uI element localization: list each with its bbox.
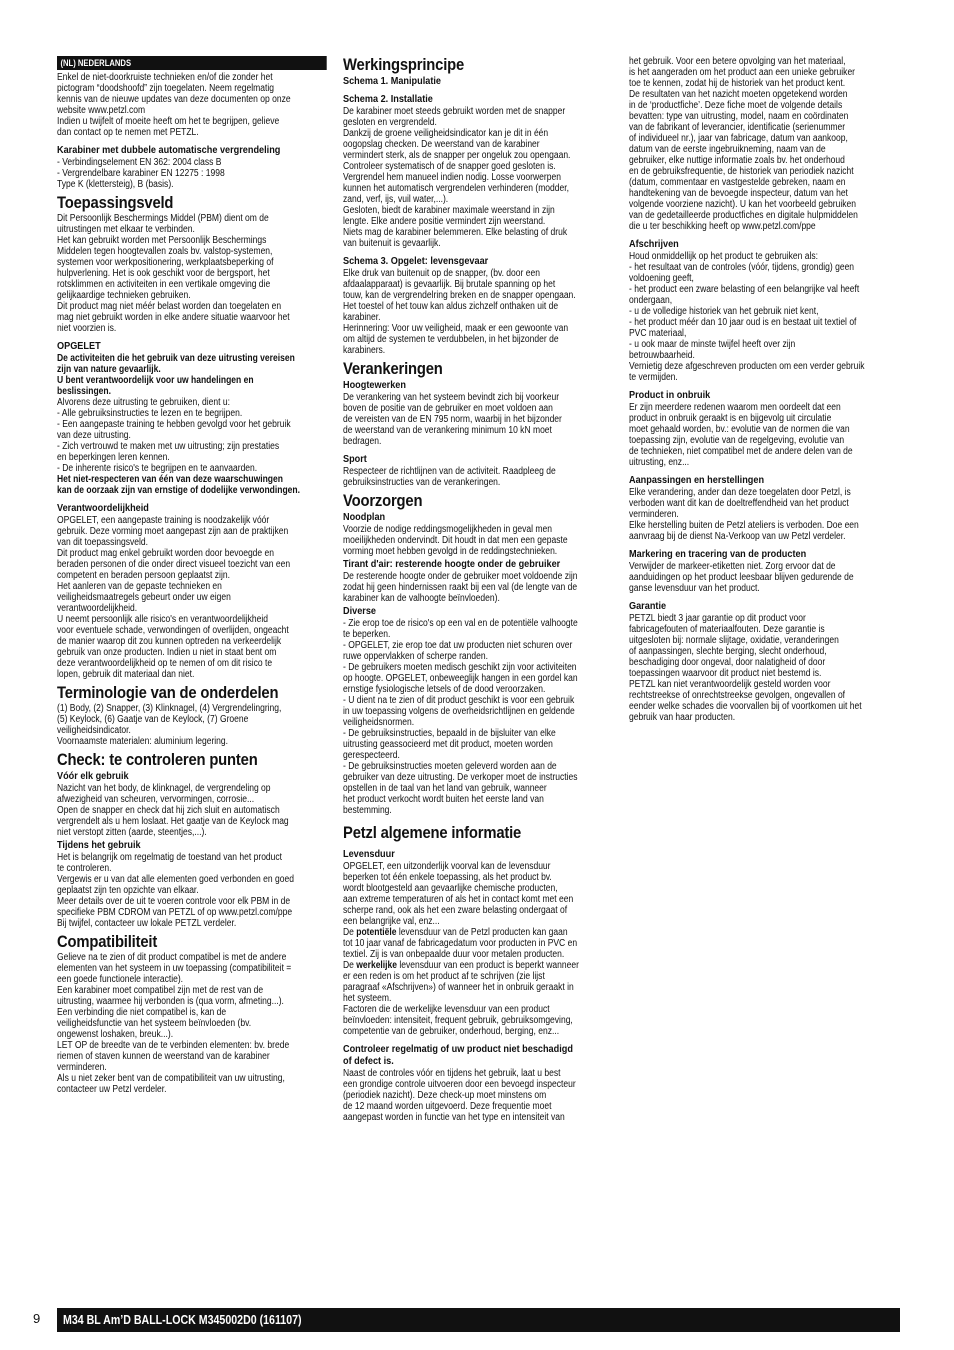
column-2: [343, 56, 611, 1123]
controleer-heading: Controleer regelmatig of uw product niet beschadigd of defect is.: [343, 1043, 573, 1067]
tijdens-gebruik-text: Het is belangrijk om regelmatig de toestand van het product te controleren. Vergewis er u van dat alle elementen goed verbonden en goed geplaatst zijn ten opzichte van elkaar. Meer details over de uit te voeren controle voor elk PBM in de specifieke PBM CDROM van PETZL of op www.petzl.com/ppe Bij twijfel, contacteer uw lokale PETZL verdeler.: [57, 852, 294, 929]
levensduur-text-3: levensduur van een product is beperkt wanneer er een reden is om het product af te schrijven (zie lijst paragraaf «Afschrijven») of wanneer het in onbruik geraakt in het systeem. Factoren die de werkelijke levensduur van een product beïnvloeden: intensiteit, frequent gebruik, gebruiksomgeving, competentie van de gebruiker, onderhoud, berging, enz...: [343, 960, 579, 1037]
column-1: [57, 56, 327, 1095]
check-title: Check: te controleren punten: [57, 750, 258, 769]
footer-bar: [57, 1308, 900, 1332]
terminologie-title: Terminologie van de onderdelen: [57, 683, 279, 702]
voor-gebruik-heading: Vóór elk gebruik: [57, 770, 129, 782]
verantwoordelijkheid-heading: Verantwoordelijkheid: [57, 502, 149, 514]
noodplan-text: Voorzie de nodige reddingsmogelijkheden in geval men moeilijkheden ondervindt. Dit houdt in dat men een gepaste vorming moet hebben gevolgd in de reddingstechnieken.: [343, 524, 568, 557]
schema2-text: De karabiner moet steeds gebruikt worden met de snapper gesloten en vergrendeld. Dankzij de groene veiligheidsindicator kan je dit in één oogopslag checken. De weerstand van de karabiner vermindert sterk, als de snapper per ongeluk zou opengaan. Controleer systematisch of de snapper goed gesloten is. Vergrendel hem manueel indien nodig. Losse voorwerpen kunnen het automatisch vergrendelen verhinderen (modder, zand, verf, ijs, vuil water,...). Gesloten, biedt de karabiner maximale weerstand in zijn lengte. Elke andere positie vermindert zijn weerstand. Niets mag de karabiner belemmeren. Elke belasting of druk van buitenuit is gevaarlijk.: [343, 106, 571, 249]
onbruik-text: Er zijn meerdere redenen waarom men oordeelt dat een product in onbruik geraakt is en bijgevolg uit circulatie moet gehaald worden, bv.: evolutie van de normen die van toepassing zijn, evolutie van de regelgeving, evolutie van de technieken, niet compatibel met de andere delen van de uitrusting, enz...: [629, 402, 853, 468]
tirant-heading: Tirant d'air: resterende hoogte onder de gebruiker: [343, 558, 561, 570]
levensduur-werkelijke: werkelijke: [356, 960, 398, 971]
levensduur-paragraph-2: [343, 927, 611, 960]
verantwoordelijkheid-text: OPGELET, een aangepaste training is noodzakelijk vóór gebruik. Deze vorming moet aangepast zijn aan de praktijken van dit toepassingsveld. Dit product mag enkel gebruikt worden door bevoegde en beraden personen of die onder direct visueel toezicht van een competent en beraden persoon geplaatst zijn. Het aanleren van de gepaste technieken en veiligheidsmaatregels gebeurt onder uw eigen verantwoordelijkheid. U neemt persoonlijk alle risico's en verantwoordelijkheid voor eventuele schade, verwondingen of overlijden, ongeacht de manier waarop dit zou kunnen optreden na verkeerdelijk gebruik van onze producten. Indien u niet in staat bent om deze verantwoordelijkheid op te nemen of om dit risico te lopen, gebruik dit materiaal dan niet.: [57, 515, 291, 680]
language-header: (NL) NEDERLANDS: [57, 56, 327, 70]
levensduur-paragraph-3: [343, 960, 611, 1037]
petzl-info-title: Petzl algemene informatie: [343, 823, 522, 842]
diverse-heading: Diverse: [343, 605, 377, 617]
diverse-text: - Zie erop toe de risico's op een val en de potentiële valhoogte te beperken. - OPGELET, zie erop toe dat uw producten niet schuren over ruwe oppervlakken of scherpe randen. - De gebruikers moeten medisch geschikt zijn voor activiteiten op hoogte. OPGELET, onbeweeglijk hangen in een gordel kan ernstige fysiologische letsels of de dood veroorzaken. - U dient na te zien of dit product geschikt is voor een gebruik in uw toepassing volgens de overheidsrichtlijnen en geldende veiligheidsnormen. - De gebruiksinstructies, bepaald in de bijsluiter van elke uitrusting geassocieerd met dit product, moeten worden gerespecteerd. - De gebruiksinstructies moeten geleverd worden aan de gebruiker van deze uitrusting. De verkoper moet de instructies opstellen in de taal van het land van gebruik, wanneer het product verkocht wordt buiten het eerste land van bestemming.: [343, 618, 578, 816]
werkingsprincipe-title: Werkingsprincipe: [343, 55, 465, 74]
onbruik-heading: Product in onbruik: [629, 389, 711, 401]
garantie-text: PETZL biedt 3 jaar garantie op dit product voor fabricagefouten of materiaalfouten. Deze garantie is uitgesloten bij: normale slijtage, oxidatie, veranderingen of aanpassingen, slechte berging, slecht onderhoud, beschadiging door ongeval, door nalatigheid of door toepassingen waarvoor dit product niet bestemd is. PETZL kan niet verantwoordelijk gesteld worden voor rechtstreekse of onrechtstreekse gevolgen, ongevallen of eender welke schades die voorvallen bij of voortkomen uit het gebruik van haar producten.: [629, 613, 862, 723]
levensduur-potentiele: potentiële: [356, 927, 397, 938]
opgelet-warning: De activiteiten die het gebruik van deze uitrusting vereisen zijn van nature gevaarlijk. U bent verantwoordelijk voor uw handelingen en beslissingen.: [57, 353, 295, 397]
compatibiliteit-text: Gelieve na te zien of dit product compatibel is met de andere elementen van het systeem in uw toepassing (compatibiliteit = een goede functionele interactie). Een karabiner moet compatibel zijn met de rest van de uitrusting, waarmee hij verbonden is (qua vorm, afmeting...). Een verbinding die niet compatibel is, kan de veiligheidsfunctie van het systeem beïnvloeden (bv. ongewenst loshaken, breuk...). LET OP de breedte van de te verbinden elementen: bv. brede riemen of staven kunnen de weerstand van de karabiner verminderen. Als u niet zeker bent van de compatibiliteit van uw uitrusting, contacteer uw Petzl verdeler.: [57, 952, 292, 1095]
levensduur-prefix: De: [343, 927, 357, 938]
afschrijven-text: Houd onmiddellijk op het product te gebruiken als: - het resultaat van de controles (vóór, tijdens, grondig) geen voldoening geeft, - het product een zware belasting of een belangrijke val heeft ondergaan, - u de volledige historiek van het gebruik niet kent, - het product méér dan 10 jaar oud is en bestaat uit textiel of PVC materiaal, - u ook maar de minste twijfel heeft over zijn betrouwbaarheid. Vernietig deze afgeschreven producten om een verder gebruik te vermijden.: [629, 251, 865, 383]
controleer-text: Naast de controles vóór en tijdens het gebruik, laat u best een grondige controle uitvoeren door een bevoegd inspecteur (periodiek nazicht). Deze check-up moet minstens om de 12 maand worden uitgevoerd. Deze frequentie moet aangepast worden in functie van het type en intensiteit van: [343, 1068, 576, 1123]
schema2-heading: Schema 2. Installatie: [343, 93, 433, 105]
schema3-heading: Schema 3. Opgelet: levensgevaar: [343, 255, 489, 267]
aanpassingen-heading: Aanpassingen en herstellingen: [629, 474, 765, 486]
garantie-heading: Garantie: [629, 600, 667, 612]
column-3: [629, 56, 899, 723]
opgelet-warning-2: Het niet-respecteren van één van deze waarschuwingen kan de oorzaak zijn van ernstige of dodelijke verwondingen.: [57, 474, 300, 496]
tirant-text: De resterende hoogte onder de gebruiker moet voldoende zijn zodat hij geen hindernissen raakt bij een val (de lengte van de karabiner kan de valhoogte beïnvloeden).: [343, 571, 578, 604]
sport-heading: Sport: [343, 453, 367, 465]
voor-gebruik-text: Nazicht van het body, de klinknagel, de vergrendeling op afwezigheid van scheuren, vervormingen, corrosie... Open de snapper en check dat hij zich sluit en automatisch vergrendelt als u hem loslaat. Het gaatje van de Keylock mag niet verstopt zitten (aarde, steentjes,...).: [57, 783, 289, 838]
aanpassingen-text: Elke verandering, ander dan deze toegelaten door Petzl, is verboden want dit kan de doeltreffendheid van het product verminderen. Elke herstelling buiten de Petzl ateliers is verboden. Doe een aanvraag bij de dienst Na-Verkoop van uw Petzl verdeler.: [629, 487, 859, 542]
karabiner-text: - Verbindingselement EN 362: 2004 class B - Vergrendelbare karabiner EN 12275 : 1998 Type K (klettersteig), B (basis).: [57, 157, 225, 190]
voorzorgen-title: Voorzorgen: [343, 491, 423, 510]
schema1-heading: Schema 1. Manipulatie: [343, 75, 441, 87]
sport-text: Respecteer de richtlijnen van de activiteit. Raadpleeg de gebruiksinstructies van de verankeringen.: [343, 466, 556, 488]
markering-text: Verwijder de markeer-etiketten niet. Zorg ervoor dat de aanduidingen op het product leesbaar blijven gedurende de ganse levensduur van het product.: [629, 561, 854, 594]
markering-heading: Markering en tracering van de producten: [629, 548, 807, 560]
opgelet-text: Alvorens deze uitrusting te gebruiken, dient u: - Alle gebruiksinstructies te lezen en te begrijpen. - Een aangepaste training te hebben gevolgd voor het gebruik van deze uitrusting. - Zich vertrouwd te maken met uw uitrusting; zijn prestaties en beperkingen leren kennen. - De inherente risico's te begrijpen en te aanvaarden.: [57, 397, 291, 474]
tijdens-gebruik-heading: Tijdens het gebruik: [57, 839, 141, 851]
hoogtewerken-text: De verankering van het systeem bevindt zich bij voorkeur boven de positie van de gebruiker en moet voldoen aan de vereisten van de EN 795 norm, waarbij in het bijzonder de weerstand van de verankering minimum 10 kN moet bedragen.: [343, 392, 562, 447]
levensduur-text-1: OPGELET, een uitzonderlijk voorval kan de levensduur beperken tot één enkele toepassing, als het product bv. wordt blootgesteld aan gevaarlijke chemische producten, aan extreme temperaturen of als het in contact komt met een scherpe rand, ook als het een zware belasting ondergaat of een belangrijke val, enz...: [343, 861, 574, 927]
levensduur-prefix-2: De: [343, 960, 357, 971]
noodplan-heading: Noodplan: [343, 511, 386, 523]
document-reference: M34 BL Am’D BALL-LOCK M345002D0 (161107): [63, 1313, 302, 1327]
controle-continued-text: het gebruik. Voor een betere opvolging van het materiaal, is het aangeraden om het product aan een unieke gebruiker toe te kennen, zodat hij de historiek van het product kent. De resultaten van het nazicht moeten opgetekend worden in de ‘productfiche’. Deze fiche moet de volgende details bevatten: type van uitrusting, model, naam en coördinaten van de fabrikant of leverancier, identificatie (serienummer of individueel nr.), jaar van fabricage, datum van aankoop, datum van de eerste ingebruikneming, naam van de gebruiker, elke nuttige informatie zoals bv. het onderhoud en de gebruiksfrequentie, de historiek van periodiek nazicht (datum, commentaar en vastgestelde gebreken, naam en handtekening van de bevoegde inspecteur, datum van het volgende voorziene nazicht). U kan het voorbeeld gebruiken van de gedetailleerde productfiches en digitale hulpmiddelen die u ter beschikking heeft op www.petzl.com/ppe: [629, 56, 858, 232]
toepassingsveld-title: Toepassingsveld: [57, 193, 174, 212]
toepassingsveld-text: Dit Persoonlijk Beschermings Middel (PBM) dient om de uitrustingen met elkaar te verbinden. Het kan gebruikt worden met Persoonlijk Beschermings Middelen tegen hoogtevallen zoals bv. valstop-systemen, systemen voor werkpositionering, werkplaatsbeperking of hulpverlening. Het is ook geschikt voor de bergsport, het rotsklimmen en activiteiten in een vertikale omgeving die gelijkaardige technieken gebruiken. Dit product mag niet méér belast worden dan toegelaten en mag niet gebruikt worden in elke andere situatie waarvoor het niet voorzien is.: [57, 213, 290, 334]
verankeringen-title: Verankeringen: [343, 359, 443, 378]
page-number: 9: [33, 1311, 41, 1326]
hoogtewerken-heading: Hoogtewerken: [343, 379, 406, 391]
levensduur-heading: Levensduur: [343, 848, 395, 860]
schema3-text: Elke druk van buitenuit op de snapper, (bv. door een afdaalapparaat) is gevaarlijk. Bij brutale spanning op het touw, kan de vergrendelring breken en de snapper opengaan. Het toestel of het touw kan aldus zichzelf onthaken uit de karabiner. Herinnering: Voor uw veiligheid, maak er een gewoonte van om altijd de systemen te verdubbelen, in het bijzonder de karabiners.: [343, 268, 576, 356]
karabiner-heading: Karabiner met dubbele automatische vergrendeling: [57, 144, 281, 156]
opgelet-heading: OPGELET: [57, 340, 101, 352]
levensduur-text-2: levensduur van de Petzl producten kan gaan tot 10 jaar vanaf de fabricagedatum voor producten in PVC en textiel. Zij is van onbepaalde duur voor metalen producten.: [343, 927, 578, 960]
terminologie-text: (1) Body, (2) Snapper, (3) Klinknagel, (4) Vergrendelingring, (5) Keylock, (6) Gaatje van de Keylock, (7) Groene veiligheidsindicator. Voornaamste materialen: aluminium legering.: [57, 703, 282, 747]
intro-text: Enkel de niet-doorkruiste technieken en/of die zonder het pictogram “doodshoofd” zijn toegelaten. Neem regelmatig kennis van de nieuwe updates van deze documenten op onze website www.petzl.com Indien u twijfelt of moeite heeft om het te begrijpen, gelieve dan contact op te nemen met PETZL.: [57, 72, 291, 138]
compatibiliteit-title: Compatibiliteit: [57, 932, 158, 951]
afschrijven-heading: Afschrijven: [629, 238, 679, 250]
